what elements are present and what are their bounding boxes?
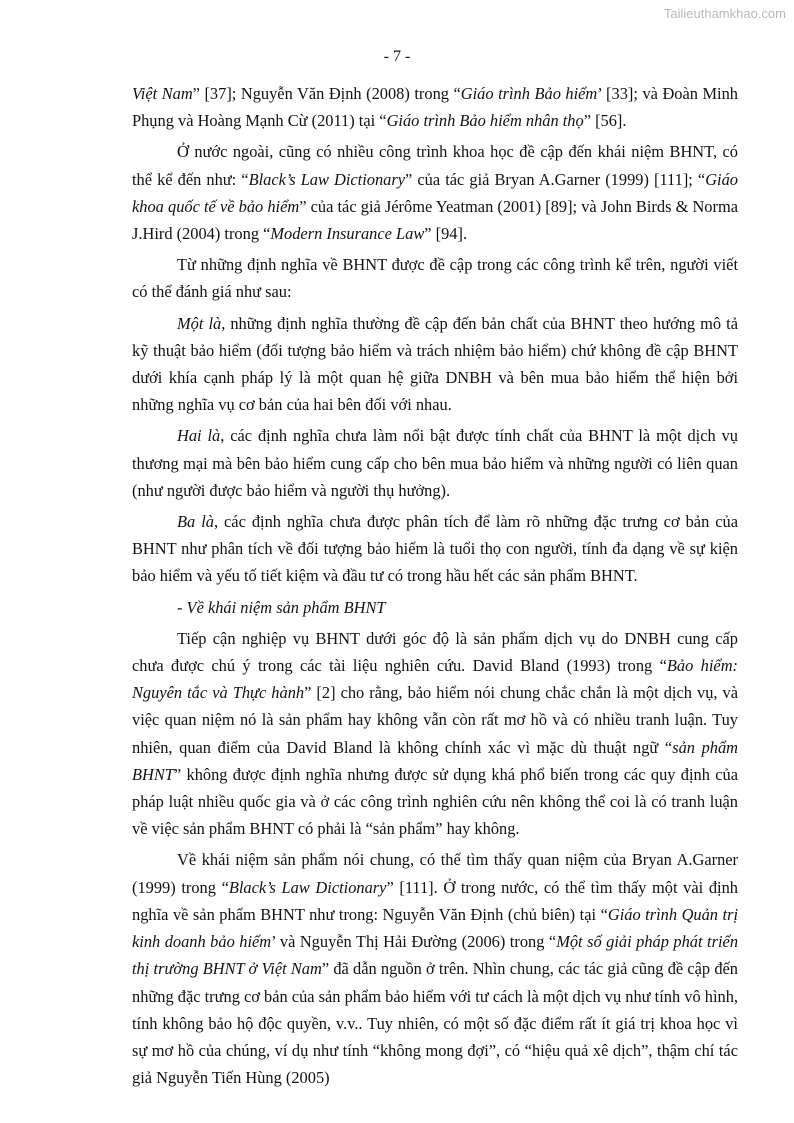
watermark: Tailieuthamkhao.com xyxy=(663,6,786,21)
section-heading: - Về khái niệm sản phẩm BHNT xyxy=(177,597,386,617)
paragraph-1: Việt Nam” [37]; Nguyễn Văn Định (2008) trong “Giáo trình Bảo hiểm’ [33]; và Đoàn Minh Phụng và Hoàng Mạnh Cừ (2011) tại “Giáo trình Bảo hiểm nhân thọ” [56]. xyxy=(132,84,738,131)
paragraph-2: Ở nước ngoài, cũng có nhiều công trình khoa học đề cập đến khái niệm BHNT, có thể kể đến như: “Black’s Law Dictionary” của tác giả Bryan A.Garner (1999) [111]; “Giáo khoa quốc tế về bảo hiểm” của tác giả Jérôme Yeatman (2001) [89]; và John Birds & Norma J.Hird (2004) trong “Modern Insurance Law” [94]. xyxy=(132,142,738,244)
paragraph-5: Hai là, các định nghĩa chưa làm nổi bật được tính chất của BHNT là một dịch vụ thương mại mà bên bảo hiểm cung cấp cho bên mua bảo hiểm và những người có liên quan (như người được bảo hiểm và người thụ hưởng). xyxy=(132,426,738,500)
paragraph-8: Tiếp cận nghiệp vụ BHNT dưới góc độ là sản phẩm dịch vụ do DNBH cung cấp chưa được chú ý trong các tài liệu nghiên cứu. David Bland (1993) trong “Bảo hiểm: Nguyên tắc và Thực hành” [2] cho rằng, bảo hiểm nói chung chắc chắn là một dịch vụ, và việc quan niệm nó là sản phẩm hay không vẫn còn rất mơ hồ và có nhiều tranh luận. Tuy nhiên, quan điểm của David Bland là không chính xác vì mặc dù thuật ngữ “sản phẩm BHNT” không được định nghĩa nhưng được sử dụng khá phổ biến trong các quy định của pháp luật nhiều quốc gia và ở các công trình nghiên cứu nên không thể coi là có tranh luận về việc sản phẩm BHNT có phải là “sản phẩm” hay không. xyxy=(132,628,739,839)
paragraph-3: Từ những định nghĩa về BHNT được đề cập trong các công trình kể trên, người viết có thể đánh giá như sau: xyxy=(132,255,738,302)
page-number: - 7 - xyxy=(383,48,411,65)
paragraph-4: Một là, những định nghĩa thường đề cập đến bản chất của BHNT theo hướng mô tả kỹ thuật bảo hiểm (đối tượng bảo hiểm và trách nhiệm bảo hiểm) chứ không đề cập BHNT dưới khía cạnh pháp lý là một quan hệ giữa DNBH và bên mua bảo hiểm thể hiện bởi những nghĩa vụ cơ bản của hai bên đối với nhau. xyxy=(132,313,739,415)
paragraph-9: Về khái niệm sản phẩm nói chung, có thể tìm thấy quan niệm của Bryan A.Garner (1999) trong “Black’s Law Dictionary” [111]. Ở trong nước, có thể tìm thấy một vài định nghĩa về sản phẩm BHNT như trong: Nguyễn Văn Định (chủ biên) tại “Giáo trình Quản trị kinh doanh bảo hiểm’ và Nguyễn Thị Hải Đường (2006) trong “Một số giải pháp phát triển thị trường BHNT ở Việt Nam” đã dẫn nguồn ở trên. Nhìn chung, các tác giả cũng đề cập đến những đặc trưng cơ bản của sản phẩm bảo hiểm với tư cách là một dịch vụ như tính vô hình, tính không bảo hộ độc quyền, v.v.. Tuy nhiên, có một số đặc điểm rất ít giá trị khoa học vì sự mơ hồ của chúng, ví dụ như tính “không mong đợi”, có “hiệu quả xê dịch”, thậm chí tác giả Nguyễn Tiến Hùng (2005) xyxy=(132,850,739,1088)
paragraph-6: Ba là, các định nghĩa chưa được phân tích để làm rõ những đặc trưng cơ bản của BHNT như phân tích về đối tượng bảo hiểm là tuổi thọ con người, tính đa dạng về sự kiện bảo hiểm và yếu tố tiết kiệm và đầu tư có trong hầu hết các sản phẩm BHNT. xyxy=(132,512,738,586)
document-body xyxy=(132,80,738,1095)
